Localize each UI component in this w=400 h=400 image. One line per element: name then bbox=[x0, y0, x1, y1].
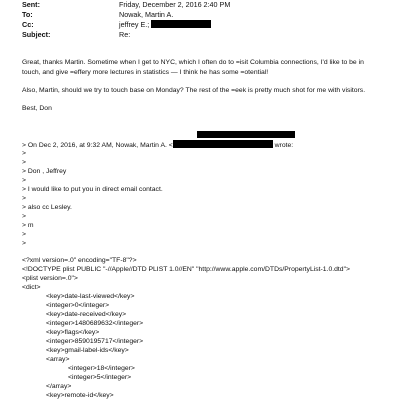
body-para2: Also, Martin, should we try to touch base on Monday? The rest of the =eek is pretty much shot for me with visitors. bbox=[22, 87, 366, 94]
plist-key: <key>gmail-label-ids</key> bbox=[46, 347, 129, 354]
subject-value: Re: bbox=[119, 30, 131, 39]
plist-key: <key>date-last-viewed</key> bbox=[46, 293, 135, 300]
quote-line: > bbox=[22, 195, 26, 202]
cc-value: jeffrey E.; bbox=[119, 20, 150, 29]
quote-line: > bbox=[22, 150, 26, 157]
redaction-box bbox=[173, 140, 273, 148]
body-para1-line2: touch, and give =effery more lectures in statistics — I think he has some =otential! bbox=[22, 69, 269, 76]
to-label: To: bbox=[22, 10, 33, 19]
plist-key: <key>flags</key> bbox=[46, 329, 100, 336]
plist-key: <key>remote-id</key> bbox=[46, 392, 114, 399]
quote-intro bbox=[22, 140, 293, 150]
quote-line: > Don , Jeffrey bbox=[22, 168, 67, 175]
cc-label: Cc: bbox=[22, 20, 34, 29]
quote-intro-prefix: > On Dec 2, 2016, at 9:32 AM, Nowak, Martin A. < bbox=[22, 142, 173, 149]
plist-array-open: <array> bbox=[46, 356, 70, 363]
quote-line: > I would like to put you in direct email contact. bbox=[22, 186, 163, 193]
redaction-box bbox=[197, 131, 295, 138]
sent-value: Friday, December 2, 2016 2:40 PM bbox=[119, 0, 231, 9]
plist-xml-declaration: <?xml version=.0" encoding="TF-8"?> bbox=[22, 257, 137, 264]
quote-line: > bbox=[22, 240, 26, 247]
plist-open-tag: <plist version=.0"> bbox=[22, 275, 78, 282]
quote-line: > bbox=[22, 177, 26, 184]
sent-label: Sent: bbox=[22, 0, 40, 9]
plist-dict-open: <dict> bbox=[22, 284, 41, 291]
body-para1-line1: Great, thanks Martin. Sometime when I get to NYC, which I often do to =isit Columbia connections, I'd like to be in bbox=[22, 59, 364, 66]
quote-intro-suffix: wrote: bbox=[274, 142, 294, 149]
subject-label: Subject: bbox=[22, 30, 51, 39]
plist-array-item: <integer>18</integer> bbox=[68, 365, 135, 372]
redaction-box bbox=[151, 20, 211, 28]
quote-line: > m bbox=[22, 222, 34, 229]
plist-array-item: <integer>5</integer> bbox=[68, 374, 132, 381]
body-signoff: Best, Don bbox=[22, 105, 52, 112]
quote-line: > also cc Lesley. bbox=[22, 204, 72, 211]
plist-value: <integer>1480689632</integer> bbox=[46, 320, 144, 327]
plist-key: <key>date-received</key> bbox=[46, 311, 127, 318]
quote-line: > bbox=[22, 159, 26, 166]
quote-line: > bbox=[22, 213, 26, 220]
plist-array-close: </array> bbox=[46, 383, 72, 390]
plist-doctype: <!DOCTYPE plist PUBLIC "-//Apple//DTD PLIST 1.0//EN" "http://www.apple.com/DTDs/PropertyList-1.0.dtd"> bbox=[22, 266, 350, 273]
plist-value: <integer>8590195717</integer> bbox=[46, 338, 144, 345]
plist-value: <integer>0</integer> bbox=[46, 302, 110, 309]
cc-value-wrap bbox=[119, 20, 211, 30]
to-value: Nowak, Martin A. bbox=[119, 10, 174, 19]
quote-line: > bbox=[22, 231, 26, 238]
